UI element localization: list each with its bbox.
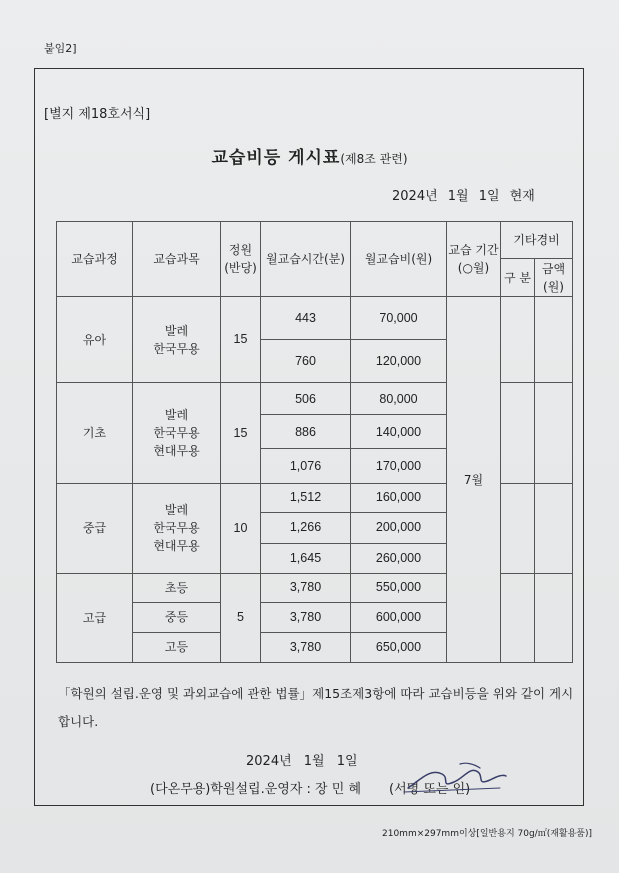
fee-cell: 200,000 — [351, 512, 447, 543]
title-note: (제8조 관련) — [340, 152, 408, 166]
subject-cell: 발레 한국무용 현대무용 — [133, 383, 221, 483]
hours-cell: 3,780 — [261, 602, 351, 632]
fee-cell: 650,000 — [351, 632, 447, 662]
period-cell: 7월 — [447, 297, 501, 663]
capacity-cell: 10 — [221, 483, 261, 573]
other-amount-cell — [535, 483, 573, 573]
hours-cell: 1,266 — [261, 512, 351, 543]
subject-cell: 발레 한국무용 — [133, 297, 221, 383]
fee-table — [56, 221, 573, 663]
handwritten-signature — [400, 758, 510, 798]
other-type-cell — [501, 297, 535, 383]
header-other-type: 구 분 — [501, 259, 535, 297]
signature-label: (서명 또는 인) — [389, 782, 471, 797]
fee-cell: 70,000 — [351, 297, 447, 340]
other-type-cell — [501, 383, 535, 483]
hours-cell: 443 — [261, 297, 351, 340]
hours-cell: 506 — [261, 383, 351, 415]
header-other-amount: 금액 (원) — [535, 259, 573, 297]
course-cell: 기초 — [57, 383, 133, 483]
fee-cell: 550,000 — [351, 573, 447, 602]
other-amount-cell — [535, 573, 573, 662]
fee-cell: 160,000 — [351, 483, 447, 512]
hours-cell: 1,076 — [261, 449, 351, 483]
form-number: [별지 제18호서식] — [44, 107, 151, 122]
header-subject: 교습과목 — [133, 222, 221, 297]
header-period: 교습 기간 (○월) — [447, 222, 501, 297]
hours-cell: 886 — [261, 415, 351, 449]
header-monthly-hours: 월교습시간(분) — [261, 222, 351, 297]
other-amount-cell — [535, 383, 573, 483]
subject-cell: 고등 — [133, 632, 221, 662]
subject-cell: 발레 한국무용 현대무용 — [133, 483, 221, 573]
fee-cell: 170,000 — [351, 449, 447, 483]
hours-cell: 3,780 — [261, 632, 351, 662]
header-monthly-fee: 월교습비(원) — [351, 222, 447, 297]
subject-cell: 초등 — [133, 573, 221, 602]
fee-cell: 140,000 — [351, 415, 447, 449]
fee-cell: 120,000 — [351, 340, 447, 383]
capacity-cell: 15 — [221, 297, 261, 383]
course-cell: 고급 — [57, 573, 133, 662]
table-row — [57, 297, 573, 340]
fee-cell: 80,000 — [351, 383, 447, 415]
paper-spec-footer: 210mm×297mm이상[일반용지 70g/㎡(재활용품)] — [382, 829, 593, 839]
hours-cell: 1,512 — [261, 483, 351, 512]
annex-label: 붙임2] — [44, 42, 77, 55]
header-other-expenses: 기타경비 — [501, 222, 573, 259]
sign-date: 2024년 1월 1일 — [246, 754, 358, 769]
operator-name: (다온무용)학원설립.운영자 : 장 민 혜 — [150, 782, 361, 797]
hours-cell: 3,780 — [261, 573, 351, 602]
course-cell: 중급 — [57, 483, 133, 573]
header-course: 교습과정 — [57, 222, 133, 297]
capacity-cell: 5 — [221, 573, 261, 662]
page-title — [0, 143, 619, 168]
course-cell: 유아 — [57, 297, 133, 383]
subject-cell: 중등 — [133, 602, 221, 632]
hours-cell: 760 — [261, 340, 351, 383]
as-of-date: 2024년 1월 1일 현재 — [392, 189, 535, 204]
other-type-cell — [501, 483, 535, 573]
header-capacity: 정원 (반당) — [221, 222, 261, 297]
hours-cell: 1,645 — [261, 543, 351, 573]
title-main: 교습비등 게시표 — [211, 148, 341, 168]
other-type-cell — [501, 573, 535, 662]
other-amount-cell — [535, 297, 573, 383]
fee-cell: 260,000 — [351, 543, 447, 573]
capacity-cell: 15 — [221, 383, 261, 483]
notice-text: 「학원의 설립.운영 및 과외교습에 관한 법률」제15조제3항에 따라 교습비등을 위와 같이 게시합니다. — [58, 686, 574, 729]
fee-cell: 600,000 — [351, 602, 447, 632]
